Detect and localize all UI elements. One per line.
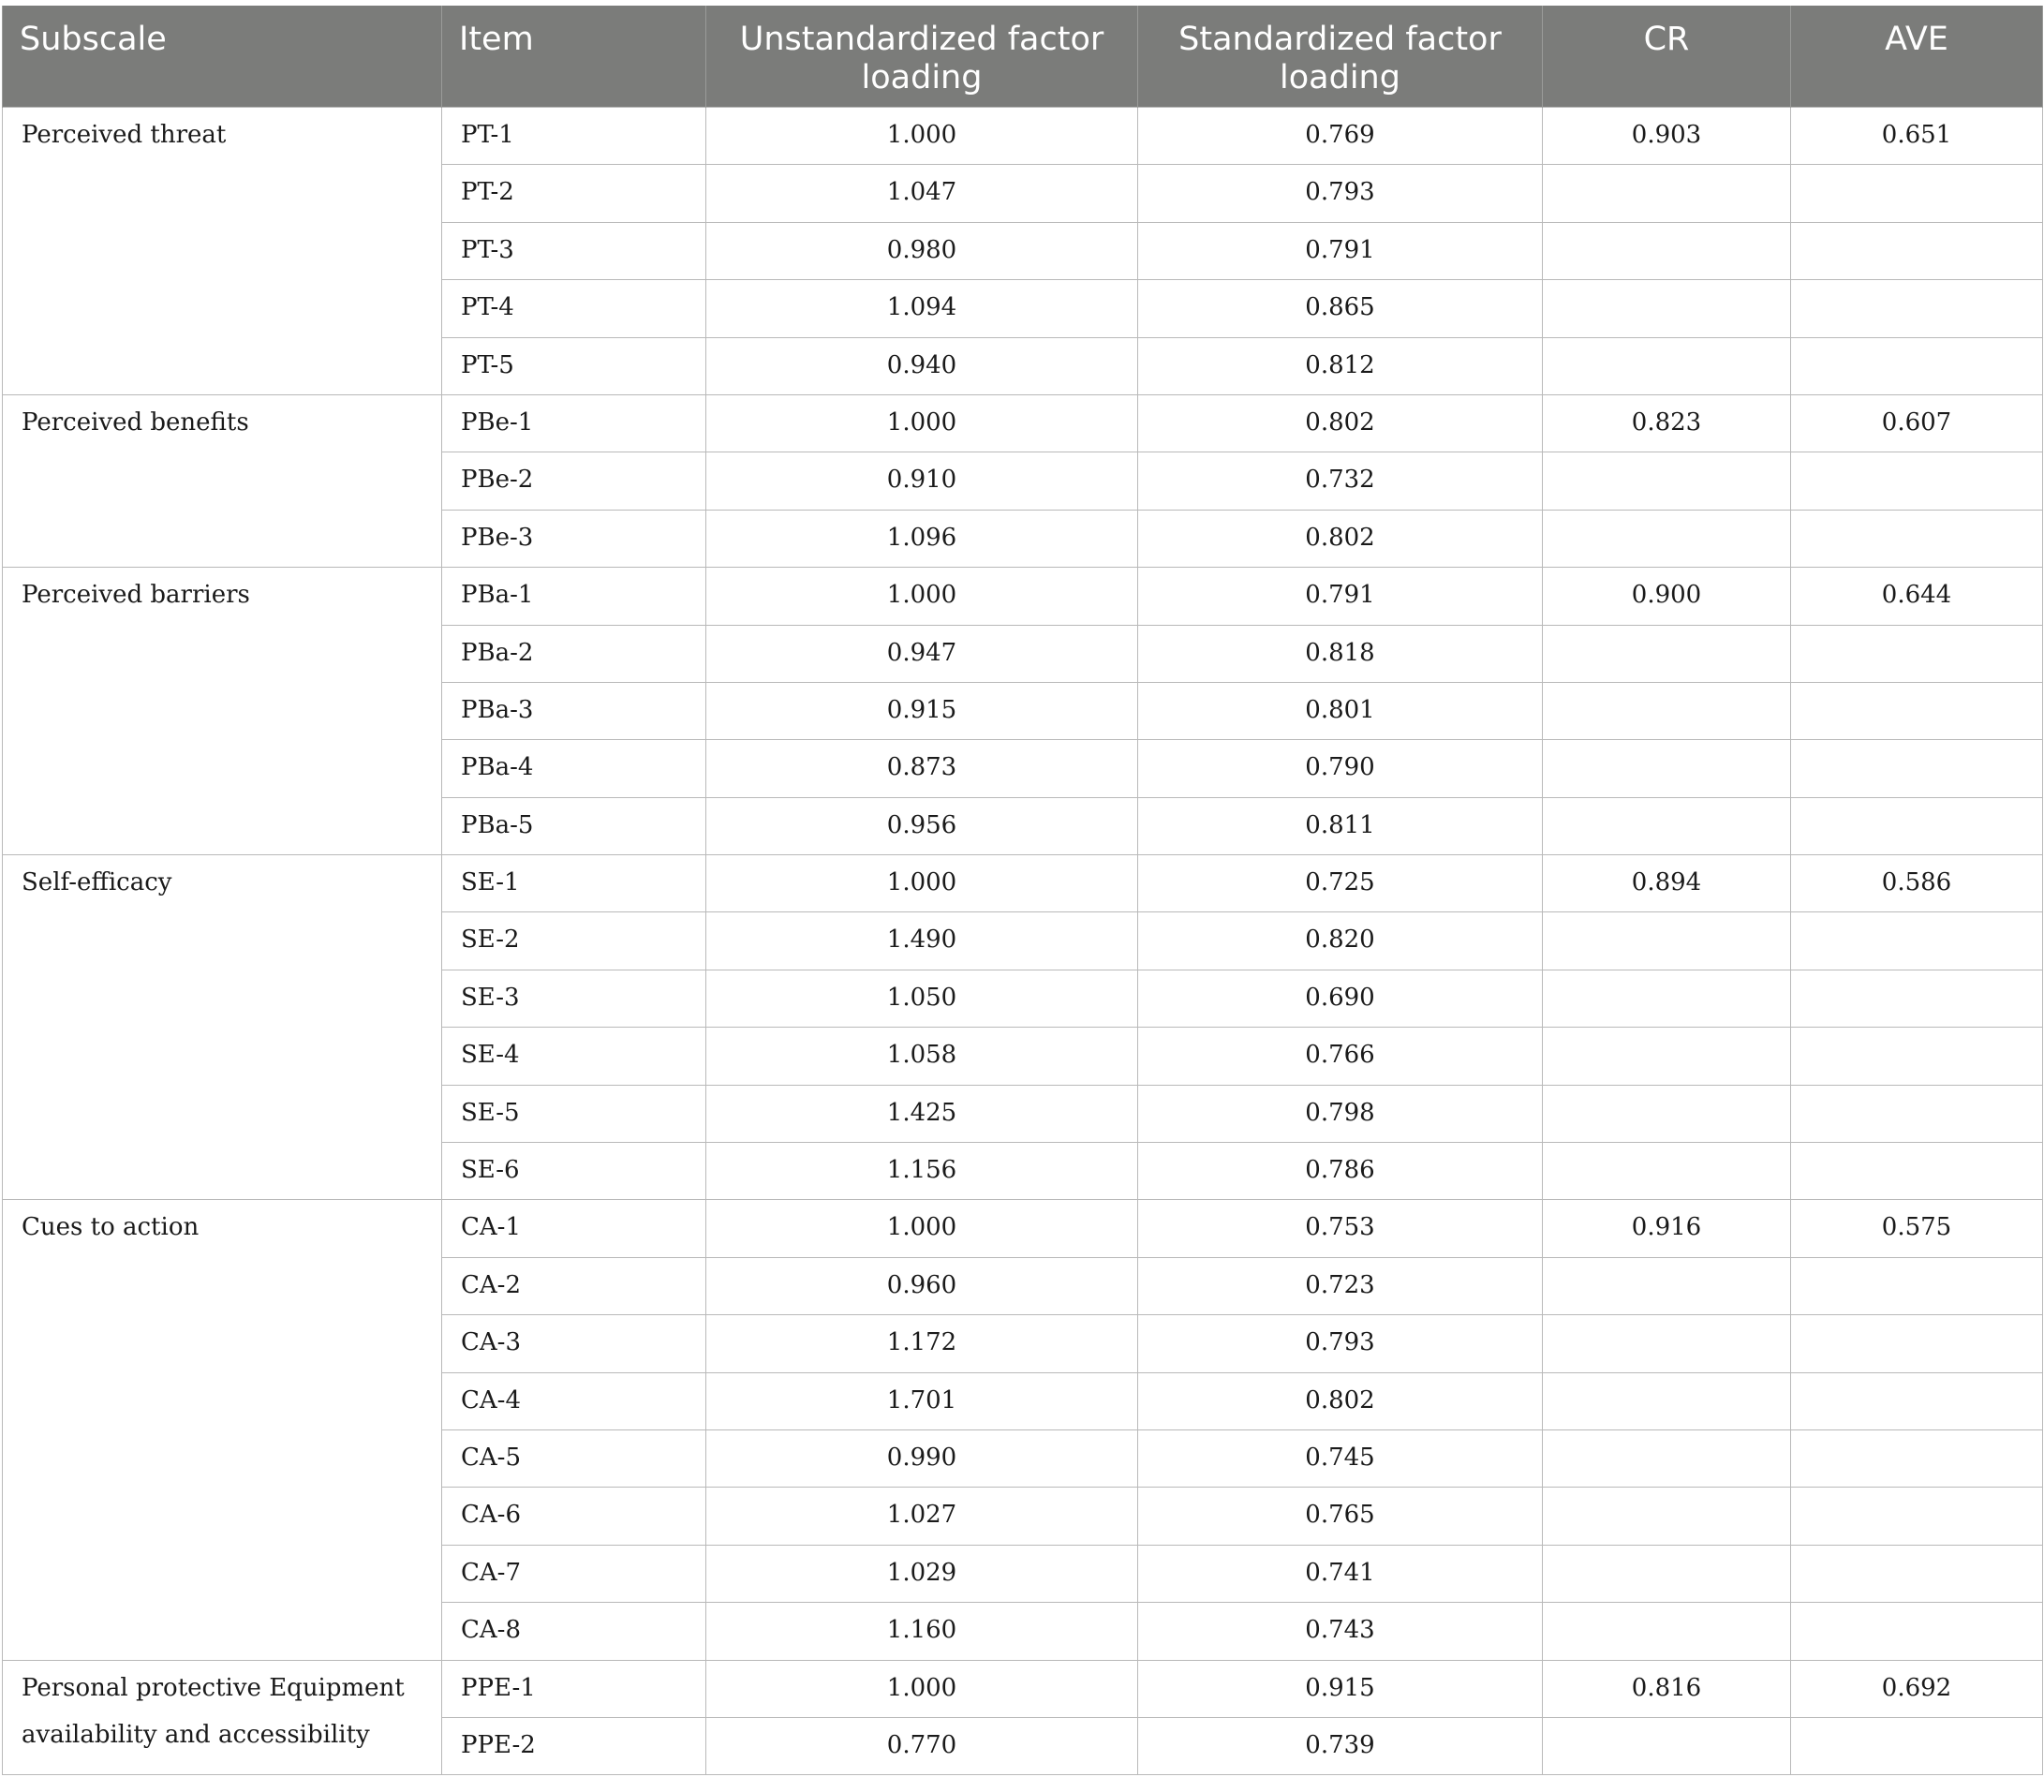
- unstandardized-loading-cell: 1.094: [706, 280, 1138, 337]
- ave-cell: [1791, 1372, 2043, 1429]
- unstandardized-loading-cell: 0.960: [706, 1257, 1138, 1314]
- ave-cell: 0.607: [1791, 394, 2043, 452]
- cr-cell: 0.916: [1543, 1200, 1791, 1257]
- item-cell: PT-1: [442, 108, 706, 165]
- cr-cell: [1543, 452, 1791, 510]
- item-cell: PBe-3: [442, 510, 706, 567]
- ave-cell: [1791, 1429, 2043, 1487]
- cr-cell: 0.823: [1543, 394, 1791, 452]
- table-row: [3, 1660, 2043, 1717]
- unstandardized-loading-cell: 0.770: [706, 1717, 1138, 1774]
- cr-cell: [1543, 1315, 1791, 1372]
- cr-cell: [1543, 510, 1791, 567]
- loadings-table: [2, 6, 2043, 1775]
- subscale-cell: Personal protective Equipment availability and accessibility: [3, 1660, 442, 1775]
- header-unstandardized-loading: Unstandardized factor loading: [706, 6, 1138, 108]
- ave-cell: [1791, 1085, 2043, 1142]
- table-header: [3, 6, 2043, 108]
- item-cell: PPE-1: [442, 1660, 706, 1717]
- standardized-loading-cell: 0.743: [1138, 1603, 1543, 1660]
- item-cell: PBe-1: [442, 394, 706, 452]
- subscale-cell: Perceived benefits: [3, 394, 442, 567]
- standardized-loading-cell: 0.765: [1138, 1488, 1543, 1545]
- cr-cell: [1543, 337, 1791, 394]
- unstandardized-loading-cell: 0.956: [706, 797, 1138, 854]
- standardized-loading-cell: 0.723: [1138, 1257, 1543, 1314]
- standardized-loading-cell: 0.818: [1138, 625, 1543, 682]
- ave-cell: [1791, 740, 2043, 797]
- item-cell: PBa-3: [442, 682, 706, 739]
- unstandardized-loading-cell: 1.160: [706, 1603, 1138, 1660]
- item-cell: SE-2: [442, 912, 706, 970]
- cr-cell: [1543, 1545, 1791, 1602]
- standardized-loading-cell: 0.769: [1138, 108, 1543, 165]
- item-cell: SE-5: [442, 1085, 706, 1142]
- cr-cell: [1543, 797, 1791, 854]
- unstandardized-loading-cell: 0.915: [706, 682, 1138, 739]
- table-row: [3, 394, 2043, 452]
- item-cell: CA-8: [442, 1603, 706, 1660]
- cr-cell: [1543, 1717, 1791, 1774]
- unstandardized-loading-cell: 0.873: [706, 740, 1138, 797]
- item-cell: CA-2: [442, 1257, 706, 1314]
- table-row: [3, 855, 2043, 912]
- item-cell: PBa-2: [442, 625, 706, 682]
- cr-cell: [1543, 1257, 1791, 1314]
- standardized-loading-cell: 0.802: [1138, 394, 1543, 452]
- item-cell: PBe-2: [442, 452, 706, 510]
- ave-cell: [1791, 1488, 2043, 1545]
- item-cell: CA-5: [442, 1429, 706, 1487]
- item-cell: PBa-5: [442, 797, 706, 854]
- standardized-loading-cell: 0.791: [1138, 222, 1543, 279]
- unstandardized-loading-cell: 1.029: [706, 1545, 1138, 1602]
- ave-cell: [1791, 222, 2043, 279]
- standardized-loading-cell: 0.725: [1138, 855, 1543, 912]
- cr-cell: [1543, 1143, 1791, 1200]
- ave-cell: 0.575: [1791, 1200, 2043, 1257]
- ave-cell: [1791, 1143, 2043, 1200]
- item-cell: PBa-1: [442, 568, 706, 625]
- item-cell: SE-3: [442, 970, 706, 1027]
- unstandardized-loading-cell: 1.701: [706, 1372, 1138, 1429]
- unstandardized-loading-cell: 1.047: [706, 165, 1138, 222]
- item-cell: SE-1: [442, 855, 706, 912]
- ave-cell: [1791, 280, 2043, 337]
- ave-cell: 0.651: [1791, 108, 2043, 165]
- standardized-loading-cell: 0.690: [1138, 970, 1543, 1027]
- item-cell: CA-7: [442, 1545, 706, 1602]
- table-body: [3, 108, 2043, 1775]
- ave-cell: 0.644: [1791, 568, 2043, 625]
- item-cell: PPE-2: [442, 1717, 706, 1774]
- item-cell: PBa-4: [442, 740, 706, 797]
- ave-cell: [1791, 970, 2043, 1027]
- item-cell: CA-1: [442, 1200, 706, 1257]
- cr-cell: [1543, 625, 1791, 682]
- standardized-loading-cell: 0.811: [1138, 797, 1543, 854]
- unstandardized-loading-cell: 1.000: [706, 394, 1138, 452]
- standardized-loading-cell: 0.802: [1138, 1372, 1543, 1429]
- cr-cell: [1543, 1085, 1791, 1142]
- subscale-cell: Perceived barriers: [3, 568, 442, 855]
- ave-cell: [1791, 1257, 2043, 1314]
- subscale-cell: Cues to action: [3, 1200, 442, 1660]
- item-cell: PT-2: [442, 165, 706, 222]
- standardized-loading-cell: 0.753: [1138, 1200, 1543, 1257]
- ave-cell: [1791, 165, 2043, 222]
- cr-cell: [1543, 740, 1791, 797]
- item-cell: CA-4: [442, 1372, 706, 1429]
- unstandardized-loading-cell: 1.156: [706, 1143, 1138, 1200]
- ave-cell: [1791, 1603, 2043, 1660]
- standardized-loading-cell: 0.793: [1138, 165, 1543, 222]
- subscale-cell: Self-efficacy: [3, 855, 442, 1200]
- table-row: [3, 1200, 2043, 1257]
- ave-cell: [1791, 1717, 2043, 1774]
- cr-cell: [1543, 280, 1791, 337]
- unstandardized-loading-cell: 1.000: [706, 855, 1138, 912]
- unstandardized-loading-cell: 1.000: [706, 1660, 1138, 1717]
- ave-cell: [1791, 625, 2043, 682]
- header-subscale: Subscale: [3, 6, 442, 108]
- unstandardized-loading-cell: 1.050: [706, 970, 1138, 1027]
- unstandardized-loading-cell: 0.940: [706, 337, 1138, 394]
- cr-cell: 0.894: [1543, 855, 1791, 912]
- unstandardized-loading-cell: 1.027: [706, 1488, 1138, 1545]
- header-cr: CR: [1543, 6, 1791, 108]
- table-row: [3, 568, 2043, 625]
- cr-cell: [1543, 970, 1791, 1027]
- cr-cell: [1543, 912, 1791, 970]
- unstandardized-loading-cell: 1.058: [706, 1028, 1138, 1085]
- standardized-loading-cell: 0.745: [1138, 1429, 1543, 1487]
- item-cell: PT-3: [442, 222, 706, 279]
- header-ave: AVE: [1791, 6, 2043, 108]
- cr-cell: 0.816: [1543, 1660, 1791, 1717]
- header-standardized-loading: Standardized factor loading: [1138, 6, 1543, 108]
- unstandardized-loading-cell: 1.000: [706, 108, 1138, 165]
- cr-cell: [1543, 1603, 1791, 1660]
- ave-cell: [1791, 510, 2043, 567]
- ave-cell: [1791, 1028, 2043, 1085]
- unstandardized-loading-cell: 0.910: [706, 452, 1138, 510]
- ave-cell: [1791, 912, 2043, 970]
- ave-cell: [1791, 797, 2043, 854]
- cr-cell: [1543, 682, 1791, 739]
- standardized-loading-cell: 0.793: [1138, 1315, 1543, 1372]
- cr-cell: [1543, 1028, 1791, 1085]
- cr-cell: 0.903: [1543, 108, 1791, 165]
- standardized-loading-cell: 0.798: [1138, 1085, 1543, 1142]
- standardized-loading-cell: 0.802: [1138, 510, 1543, 567]
- item-cell: SE-4: [442, 1028, 706, 1085]
- unstandardized-loading-cell: 1.490: [706, 912, 1138, 970]
- standardized-loading-cell: 0.741: [1138, 1545, 1543, 1602]
- standardized-loading-cell: 0.786: [1138, 1143, 1543, 1200]
- cr-cell: [1543, 1429, 1791, 1487]
- ave-cell: [1791, 452, 2043, 510]
- unstandardized-loading-cell: 0.990: [706, 1429, 1138, 1487]
- item-cell: CA-3: [442, 1315, 706, 1372]
- ave-cell: 0.586: [1791, 855, 2043, 912]
- header-row: [3, 6, 2043, 108]
- standardized-loading-cell: 0.801: [1138, 682, 1543, 739]
- item-cell: CA-6: [442, 1488, 706, 1545]
- unstandardized-loading-cell: 1.000: [706, 1200, 1138, 1257]
- ave-cell: [1791, 1315, 2043, 1372]
- unstandardized-loading-cell: 1.096: [706, 510, 1138, 567]
- cr-cell: [1543, 1488, 1791, 1545]
- standardized-loading-cell: 0.791: [1138, 568, 1543, 625]
- standardized-loading-cell: 0.865: [1138, 280, 1543, 337]
- subscale-cell: Perceived threat: [3, 108, 442, 395]
- ave-cell: [1791, 337, 2043, 394]
- unstandardized-loading-cell: 1.425: [706, 1085, 1138, 1142]
- unstandardized-loading-cell: 1.000: [706, 568, 1138, 625]
- item-cell: PT-5: [442, 337, 706, 394]
- unstandardized-loading-cell: 0.980: [706, 222, 1138, 279]
- standardized-loading-cell: 0.812: [1138, 337, 1543, 394]
- unstandardized-loading-cell: 1.172: [706, 1315, 1138, 1372]
- ave-cell: 0.692: [1791, 1660, 2043, 1717]
- standardized-loading-cell: 0.790: [1138, 740, 1543, 797]
- unstandardized-loading-cell: 0.947: [706, 625, 1138, 682]
- header-item: Item: [442, 6, 706, 108]
- ave-cell: [1791, 1545, 2043, 1602]
- cr-cell: [1543, 222, 1791, 279]
- cr-cell: [1543, 1372, 1791, 1429]
- item-cell: PT-4: [442, 280, 706, 337]
- item-cell: SE-6: [442, 1143, 706, 1200]
- standardized-loading-cell: 0.766: [1138, 1028, 1543, 1085]
- cr-cell: [1543, 165, 1791, 222]
- standardized-loading-cell: 0.739: [1138, 1717, 1543, 1774]
- table-row: [3, 108, 2043, 165]
- ave-cell: [1791, 682, 2043, 739]
- standardized-loading-cell: 0.915: [1138, 1660, 1543, 1717]
- standardized-loading-cell: 0.820: [1138, 912, 1543, 970]
- cr-cell: 0.900: [1543, 568, 1791, 625]
- standardized-loading-cell: 0.732: [1138, 452, 1543, 510]
